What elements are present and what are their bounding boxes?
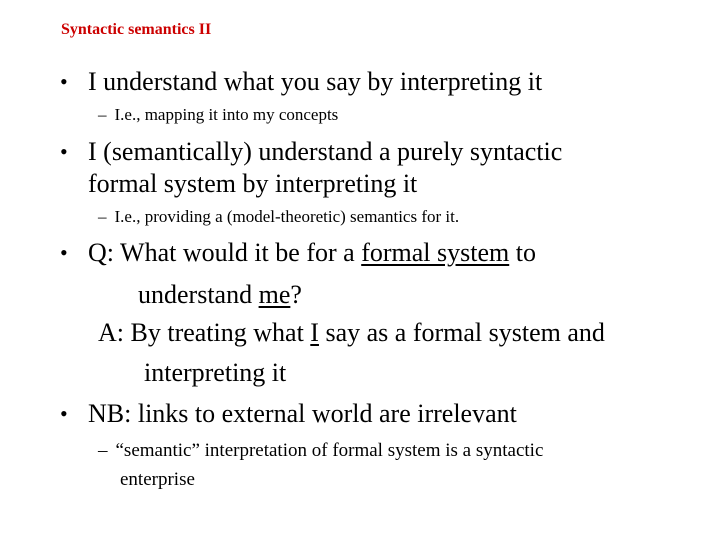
sub-bullet-2-text: I.e., providing a (model-theoretic) semantics for it.	[114, 207, 460, 226]
bullet-2-text-line1: I (semantically) understand a purely syntactic	[88, 137, 563, 166]
bullet-1-text: I understand what you say by interpreting it	[88, 67, 543, 96]
dash-marker: –	[98, 207, 107, 226]
question-mark: ?	[290, 280, 302, 309]
sub-bullet-3-line2: enterprise	[120, 469, 195, 490]
i-underlined: I	[310, 318, 319, 347]
question-text-end: to	[509, 238, 536, 267]
bullet-4-text: NB: links to external world are irrelevant	[88, 399, 517, 428]
bullet-marker: •	[60, 240, 68, 265]
sub-bullet-1	[98, 104, 338, 126]
question-line2	[138, 279, 302, 311]
question-line1	[88, 237, 536, 269]
me-underlined: me	[258, 280, 291, 309]
sub-bullet-3-text-line1: “semantic” interpretation of formal system is a syntactic	[115, 440, 544, 461]
bullet-marker: •	[60, 139, 68, 164]
sub-bullet-2	[98, 206, 459, 228]
slide-title: Syntactic semantics II	[61, 21, 212, 38]
answer-text: A: By treating what	[98, 318, 311, 347]
sub-bullet-3	[98, 440, 543, 462]
bullet-marker: •	[60, 69, 68, 94]
bullet-marker: •	[60, 401, 68, 426]
formal-system-underlined: formal system	[361, 238, 510, 267]
question-line2-text: understand	[138, 280, 259, 309]
dash-marker: –	[98, 440, 108, 461]
answer-text-end: say as a formal system and	[318, 318, 605, 347]
answer-line1	[98, 317, 605, 349]
dash-marker: –	[98, 105, 107, 124]
sub-bullet-1-text: I.e., mapping it into my concepts	[114, 105, 339, 124]
bullet-2-text-line2: formal system by interpreting it	[88, 169, 418, 198]
question-text: Q: What would it be for a	[88, 238, 362, 267]
answer-line2: interpreting it	[144, 358, 287, 387]
